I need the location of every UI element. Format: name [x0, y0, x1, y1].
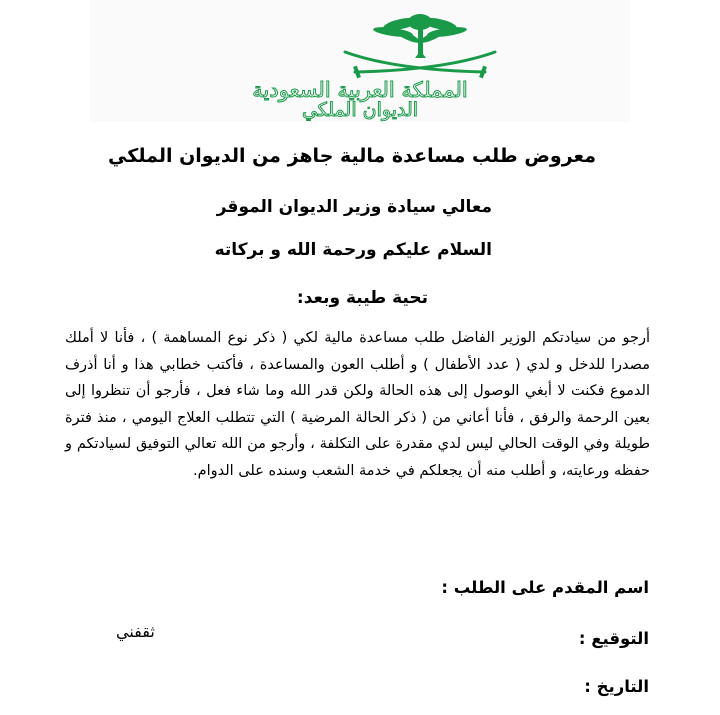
- org-name: المملكة العربية السعودية: [252, 78, 468, 102]
- applicant-name-label: اسم المقدم على الطلب :: [441, 578, 649, 597]
- letter-body: أرجو من سيادتكم الوزير الفاضل طلب مساعدة مالية لكي ( ذكر نوع المساهمة ) ، فأنا لا أملك مصدرا للدخل و لدي ( عدد الأطفال ) و أطلب العون والمساعدة ، فأكتب خطابي هذا و أنا أذرف الدموع فكنت لا أبغي الوصول إلى هذه الحالة ولكن قدر الله وما شاء فعل ، فأرجو أن تنظروا إلى بعين الرحمة والرفق ، فأنا أعاني من ( ذكر الحالة المرضية ) التي تتطلب العلاج اليومي ، منذ فترة طويلة وفي الوقت الحالي ليس لدي مقدرة على التكلفة ، وأرجو من الله تعالي التوفيق لسيادتكم و حفظه ورعايته، و أطلب منه أن يجعلكم في خدمة الشعب وسنده على الدوام.: [65, 330, 650, 479]
- letter-addressee: معالي سيادة وزير الديوان الموقر: [216, 197, 492, 217]
- letter-subject: معروض طلب مساعدة مالية جاهز من الديوان الملكي: [108, 145, 596, 167]
- saudi-emblem-icon: [335, 8, 505, 83]
- letter-intro: تحية طيبة وبعد:: [296, 288, 428, 308]
- signature-label: التوقيع :: [578, 629, 649, 648]
- date-label: التاريخ :: [584, 677, 649, 696]
- letterhead: [90, 0, 630, 122]
- department-name: الديوان الملكي: [301, 99, 419, 121]
- letter-greeting: السلام عليكم ورحمة الله و بركاته: [214, 240, 492, 260]
- signature-value: ثقفني: [116, 622, 155, 641]
